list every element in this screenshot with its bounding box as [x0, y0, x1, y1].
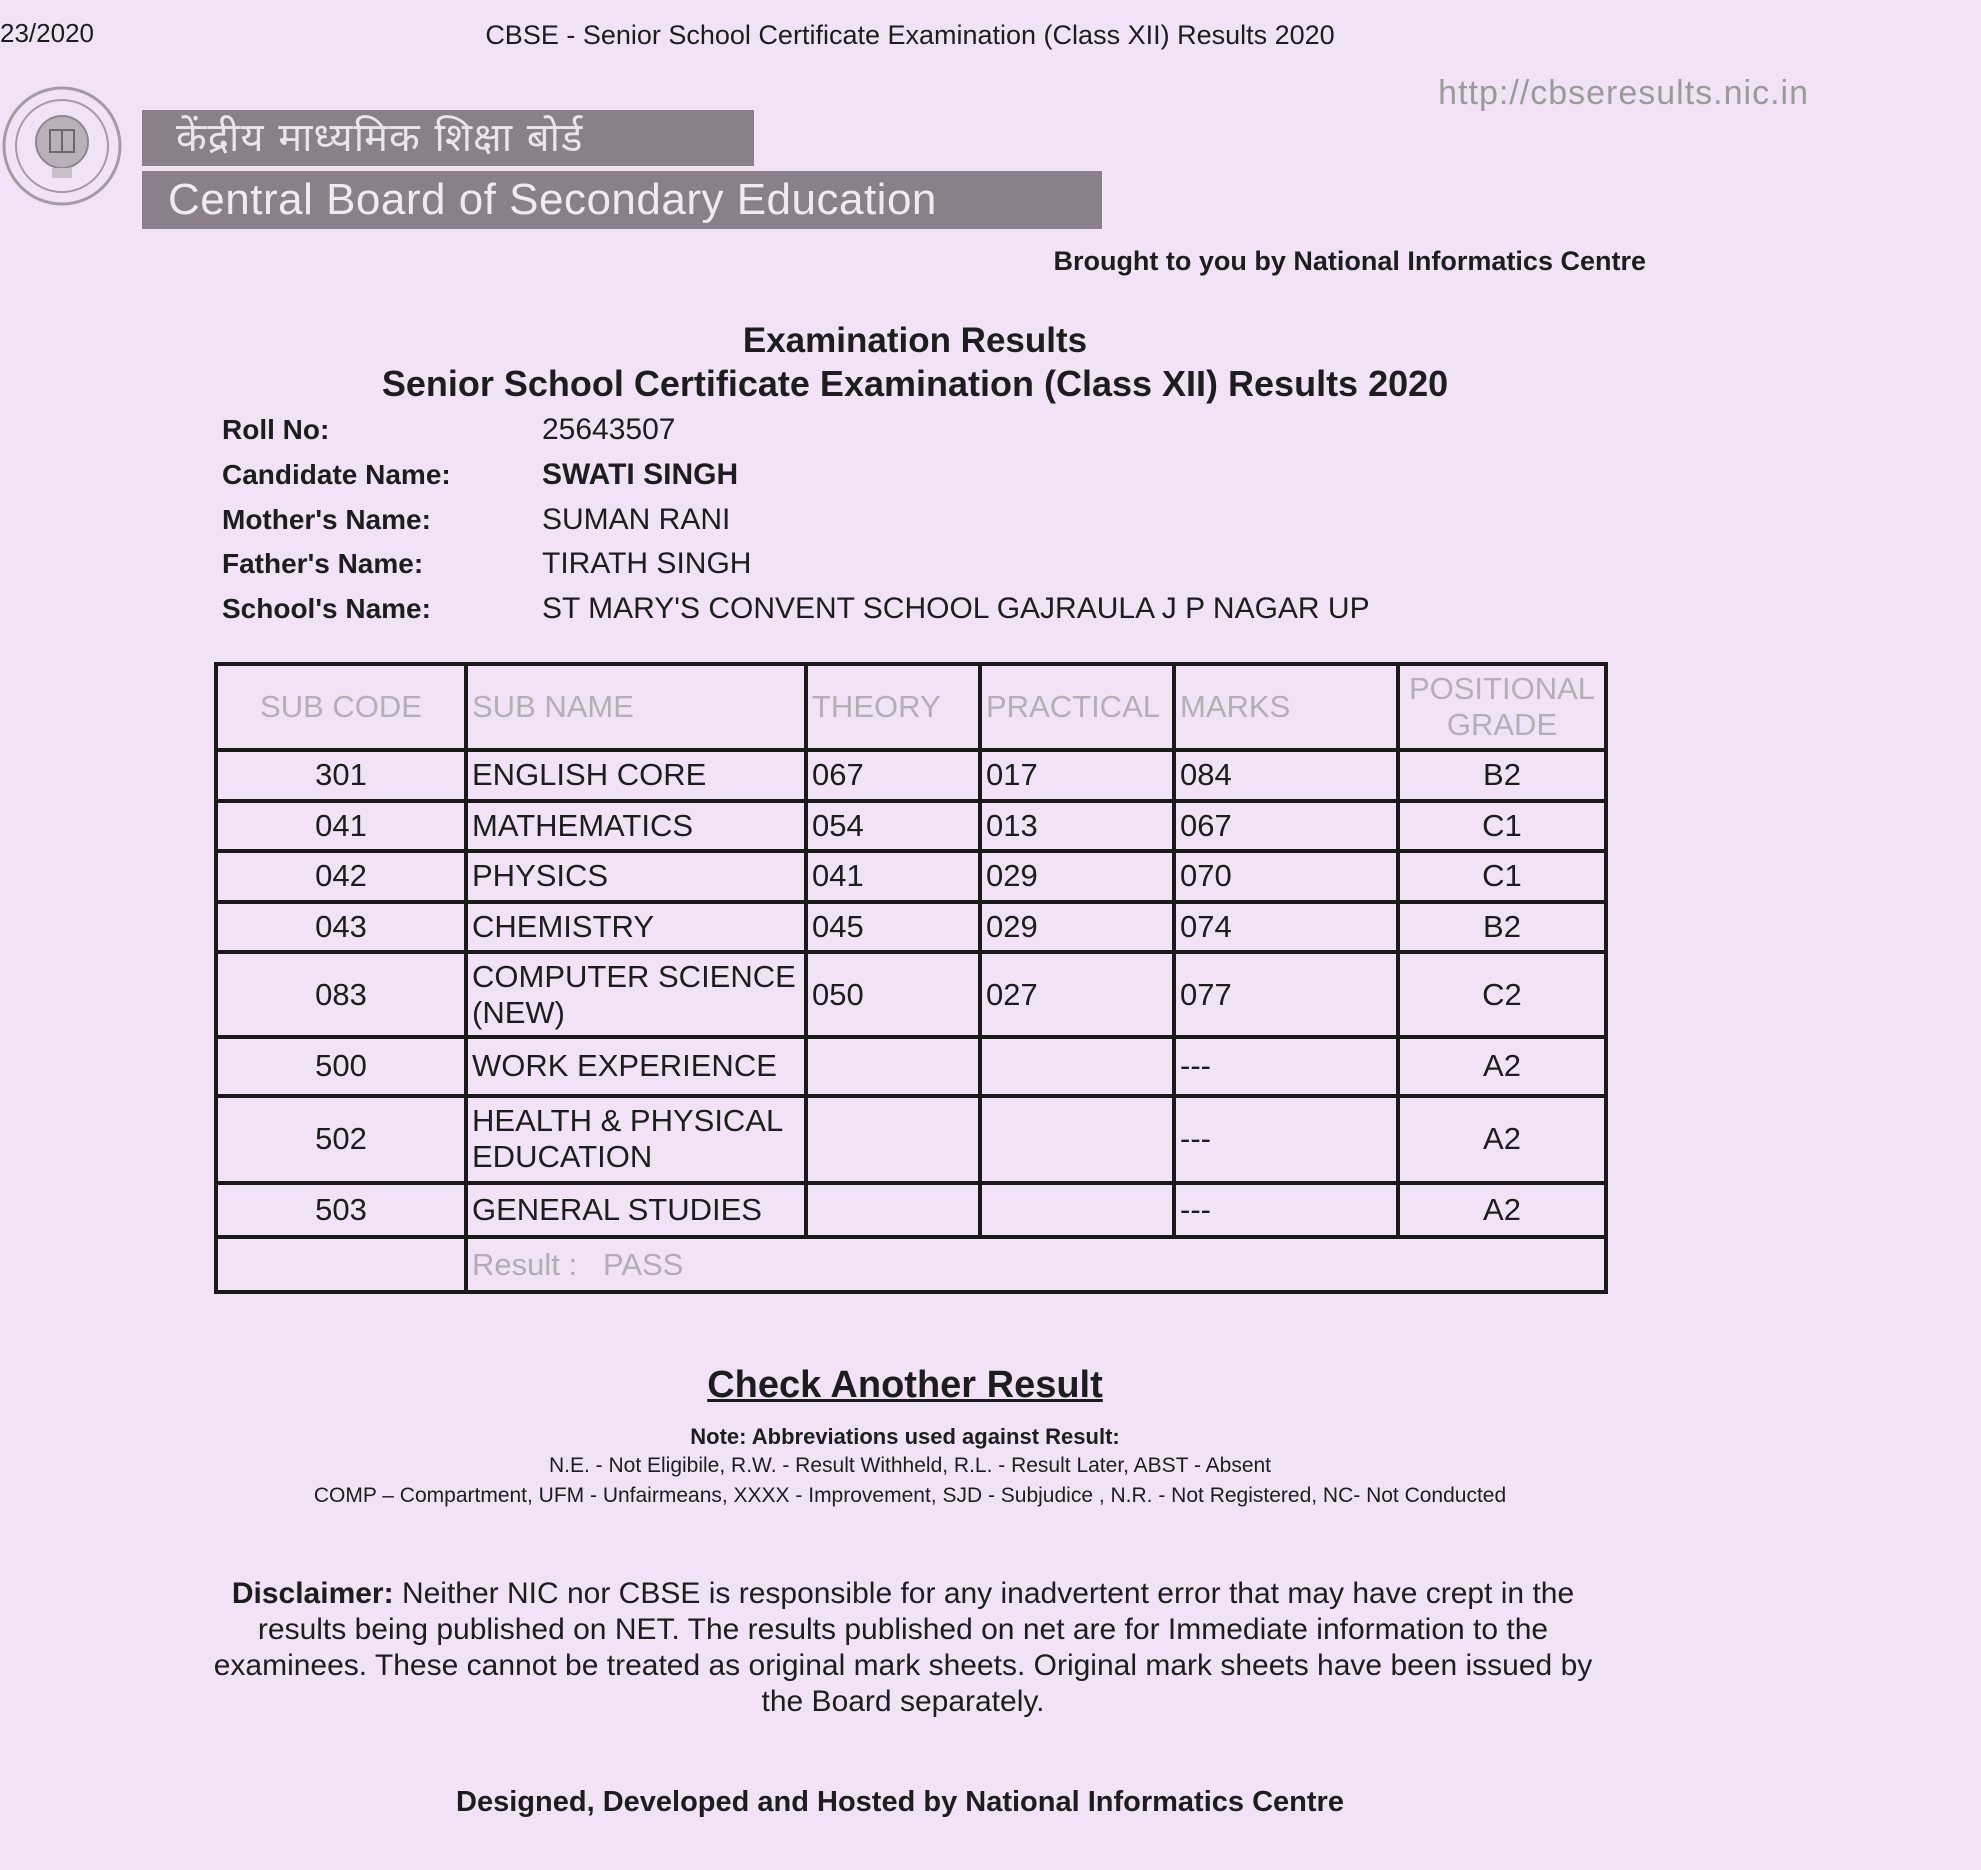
table-row	[216, 1037, 1606, 1096]
sub-code-cell: 043	[216, 902, 466, 953]
practical-cell	[980, 1183, 1174, 1238]
marks-cell: 070	[1174, 851, 1398, 902]
school-name-value: ST MARY'S CONVENT SCHOOL GAJRAULA J P NAGAR UP	[542, 592, 1370, 625]
marks-cell: 074	[1174, 902, 1398, 953]
results-table	[214, 662, 1604, 1294]
school-name-label: School's Name:	[222, 593, 431, 624]
col-header-sub-name: SUB NAME	[466, 664, 806, 750]
table-row	[216, 1183, 1606, 1238]
practical-cell: 027	[980, 952, 1174, 1037]
theory-cell: 045	[806, 902, 980, 953]
theory-cell: 041	[806, 851, 980, 902]
grade-cell: A2	[1398, 1037, 1606, 1096]
disclaimer-text: Neither NIC nor CBSE is responsible for any inadvertent error that may have crept in the results being published on NET. The results published on net are for Immediate information to the examinees. These cannot be treated as original mark sheets. Original mark sheets have been issued by the Board separately.	[213, 1577, 1593, 1718]
print-page-title: CBSE - Senior School Certificate Examination (Class XII) Results 2020	[485, 20, 1335, 50]
site-url[interactable]: http://cbseresults.nic.in	[1438, 74, 1809, 112]
table-header-row	[216, 664, 1606, 750]
sub-code-cell: 041	[216, 801, 466, 852]
sub-name-cell: COMPUTER SCIENCE (NEW)	[466, 952, 806, 1037]
col-header-sub-code: SUB CODE	[216, 664, 466, 750]
table-row	[216, 1096, 1606, 1183]
sub-name-cell: MATHEMATICS	[466, 801, 806, 852]
sub-code-cell: 042	[216, 851, 466, 902]
result-cell	[466, 1237, 1606, 1292]
sub-name-cell: ENGLISH CORE	[466, 750, 806, 801]
table-row	[216, 851, 1606, 902]
theory-cell	[806, 1096, 980, 1183]
father-name-value: TIRATH SINGH	[542, 547, 752, 580]
practical-cell	[980, 1096, 1174, 1183]
result-empty-cell	[216, 1237, 466, 1292]
col-header-marks: MARKS	[1174, 664, 1398, 750]
candidate-name-label: Candidate Name:	[222, 459, 451, 490]
sub-name-cell: PHYSICS	[466, 851, 806, 902]
marks-cell: ---	[1174, 1037, 1398, 1096]
father-name-label: Father's Name:	[222, 548, 424, 579]
grade-cell: A2	[1398, 1183, 1606, 1238]
marks-cell: 067	[1174, 801, 1398, 852]
marks-cell: 077	[1174, 952, 1398, 1037]
sub-code-cell: 301	[216, 750, 466, 801]
practical-cell	[980, 1037, 1174, 1096]
marks-cell: 084	[1174, 750, 1398, 801]
sub-code-cell: 503	[216, 1183, 466, 1238]
grade-cell: C1	[1398, 801, 1606, 852]
grade-cell: C1	[1398, 851, 1606, 902]
mother-name-value: SUMAN RANI	[542, 503, 731, 536]
col-header-positional-grade: POSITIONAL GRADE	[1398, 664, 1606, 750]
page-subtitle: Senior School Certificate Examination (Class XII) Results 2020	[381, 363, 1449, 404]
disclaimer-label: Disclaimer:	[231, 1577, 394, 1610]
page-title: Examination Results	[742, 321, 1088, 360]
sub-code-cell: 083	[216, 952, 466, 1037]
practical-cell: 017	[980, 750, 1174, 801]
print-date: 23/2020	[0, 18, 94, 48]
theory-cell: 054	[806, 801, 980, 852]
sub-name-cell: CHEMISTRY	[466, 902, 806, 953]
note-line-1: N.E. - Not Eligibile, R.W. - Result Withheld, R.L. - Result Later, ABST - Absent	[548, 1454, 1272, 1477]
grade-cell: A2	[1398, 1096, 1606, 1183]
sub-code-cell: 502	[216, 1096, 466, 1183]
sub-code-cell: 500	[216, 1037, 466, 1096]
practical-cell: 029	[980, 851, 1174, 902]
cbse-emblem-icon	[0, 72, 128, 220]
candidate-name-value: SWATI SINGH	[542, 458, 739, 491]
sub-name-cell: HEALTH & PHYSICAL EDUCATION	[466, 1096, 806, 1183]
roll-value: 25643507	[542, 413, 676, 446]
theory-cell	[806, 1037, 980, 1096]
check-another-result-link[interactable]: Check Another Result	[707, 1364, 1103, 1406]
disclaimer	[208, 1576, 1598, 1720]
table-row	[216, 801, 1606, 852]
note-line-2: COMP – Compartment, UFM - Unfairmeans, XXXX - Improvement, SJD - Subjudice , N.R. - Not Registered, NC- Not Conducted	[313, 1484, 1507, 1507]
practical-cell: 029	[980, 902, 1174, 953]
theory-cell: 050	[806, 952, 980, 1037]
practical-cell: 013	[980, 801, 1174, 852]
table-row	[216, 902, 1606, 953]
theory-cell: 067	[806, 750, 980, 801]
theory-cell	[806, 1183, 980, 1238]
grade-cell: C2	[1398, 952, 1606, 1037]
sub-name-cell: GENERAL STUDIES	[466, 1183, 806, 1238]
grade-cell: B2	[1398, 750, 1606, 801]
marks-cell: ---	[1174, 1183, 1398, 1238]
note-heading: Note: Abbreviations used against Result:	[690, 1424, 1120, 1449]
col-header-theory: THEORY	[806, 664, 980, 750]
result-value: PASS	[602, 1246, 684, 1282]
marks-cell: ---	[1174, 1096, 1398, 1183]
roll-label: Roll No:	[222, 414, 330, 445]
mother-name-label: Mother's Name:	[222, 504, 431, 535]
board-name-english: Central Board of Secondary Education	[142, 171, 1102, 229]
result-row	[216, 1237, 1606, 1292]
board-name-hindi: केंद्रीय माध्यमिक शिक्षा बोर्ड	[142, 110, 754, 166]
table-row	[216, 952, 1606, 1037]
col-header-practical: PRACTICAL	[980, 664, 1174, 750]
result-label: Result :	[472, 1246, 578, 1282]
table-row	[216, 750, 1606, 801]
brought-by-text: Brought to you by National Informatics Centre	[1053, 246, 1646, 276]
footer-credit: Designed, Developed and Hosted by National Informatics Centre	[456, 1786, 1344, 1818]
grade-cell: B2	[1398, 902, 1606, 953]
sub-name-cell: WORK EXPERIENCE	[466, 1037, 806, 1096]
